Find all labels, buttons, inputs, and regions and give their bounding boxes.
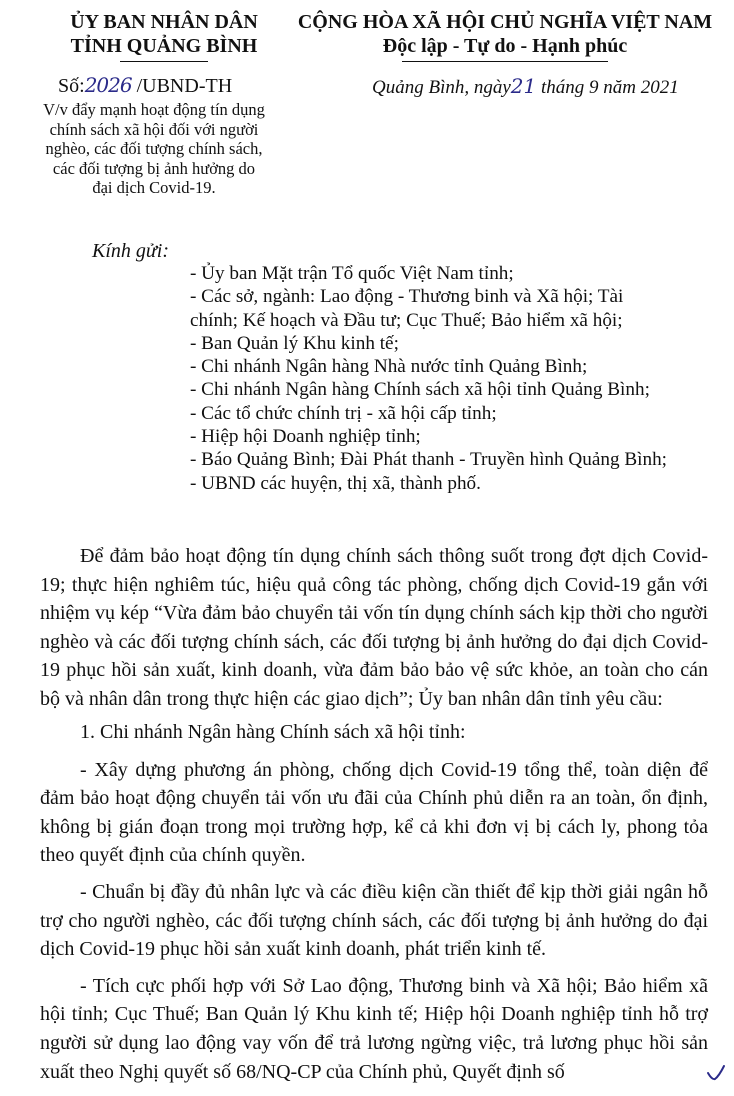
- body-item: - Xây dựng phương án phòng, chống dịch Covid-19 tổng thể, toàn diện để đảm bảo hoạt động chuyển tải vốn ưu đãi của Chính phủ diễn ra an toàn, ổn định, không bị gián đoạn trong mọi trường hợp, kể cả khi đơn vị bị cách ly, phong tỏa theo quyết định của chính quyền.: [40, 758, 708, 867]
- authority-line-2: TỈNH QUẢNG BÌNH: [70, 35, 258, 57]
- document-body: [40, 542, 708, 1086]
- subject-line: V/v đẩy mạnh hoạt động tín dụng: [43, 100, 265, 119]
- recipient-line: - Báo Quảng Bình; Đài Phát thanh - Truyền hình Quảng Bình;: [190, 449, 667, 471]
- recipients-list: [190, 262, 710, 495]
- recipient-line: - Ủy ban Mặt trận Tổ quốc Việt Nam tỉnh;: [190, 263, 514, 284]
- document-number: [58, 73, 232, 98]
- subject-line: nghèo, các đối tượng chính sách,: [45, 139, 263, 158]
- recipient-line: - Các sở, ngành: Lao động - Thương binh và Xã hội; Tài: [190, 286, 624, 308]
- national-header: [292, 10, 718, 62]
- intro-paragraph: Để đảm bảo hoạt động tín dụng chính sách thông suốt trong đợt dịch Covid-19; thực hiện nghiêm túc, hiệu quả công tác phòng, chống dịch Covid-19 gắn với nhiệm vụ kép “Vừa đảm bảo chuyển tải vốn tín dụng chính sách kịp thời cho người nghèo và các đối tượng chính sách, các đối tượng bị ảnh hưởng do đại dịch Covid-19 phục hồi sản xuất, kinh doanh, vừa đảm bảo bảo vệ sức khỏe, an toàn cho cán bộ và nhân dân trong thực hiện các giao dịch”; Ủy ban nhân dân tỉnh yêu cầu:: [40, 545, 708, 710]
- body-item: - Chuẩn bị đầy đủ nhân lực và các điều kiện cần thiết để kịp thời giải ngân hỗ trợ cho người nghèo, các đối tượng chính sách, các đối tượng bị ảnh hưởng do đại dịch Covid-19 phục hồi sản xuất kinh doanh, phát triển kinh tế.: [40, 880, 708, 961]
- recipients-label: Kính gửi:: [92, 240, 170, 262]
- national-motto: Độc lập - Tự do - Hạnh phúc: [382, 35, 628, 57]
- subject-line: các đối tượng bị ảnh hưởng do: [52, 158, 256, 178]
- recipient-line: chính; Kế hoạch và Đầu tư; Cục Thuế; Bảo hiểm xã hội;: [190, 309, 623, 331]
- subject-line: chính sách xã hội đối với người: [49, 119, 259, 139]
- date-suffix: tháng 9 năm 2021: [541, 77, 679, 98]
- number-suffix: /UBND-TH: [136, 75, 233, 97]
- motto-underline: [402, 61, 608, 62]
- recipient-line: - Các tổ chức chính trị - xã hội cấp tỉnh;: [190, 402, 497, 424]
- recipient-line: - UBND các huyện, thị xã, thành phố.: [190, 472, 481, 494]
- subject-line: đại dịch Covid-19.: [92, 178, 216, 197]
- place-date: [372, 74, 679, 99]
- number-handwritten: 2026: [84, 73, 132, 97]
- date-day-handwritten: 21: [510, 74, 537, 98]
- authority-line-1: ỦY BAN NHÂN DÂN: [70, 11, 258, 33]
- recipient-line: - Chi nhánh Ngân hàng Nhà nước tỉnh Quảng Bình;: [190, 356, 588, 378]
- checkmark-icon: [706, 1064, 726, 1082]
- number-prefix: Số:: [58, 75, 85, 97]
- recipient-line: - Ban Quản lý Khu kinh tế;: [190, 332, 399, 354]
- authority-underline: [120, 61, 208, 62]
- recipient-line: - Hiệp hội Doanh nghiệp tỉnh;: [190, 426, 421, 448]
- issuing-authority: [40, 10, 288, 62]
- recipient-line: - Chi nhánh Ngân hàng Chính sách xã hội tỉnh Quảng Bình;: [190, 379, 650, 401]
- section-heading: 1. Chi nhánh Ngân hàng Chính sách xã hội tỉnh:: [80, 720, 466, 743]
- subject-block: [20, 100, 288, 198]
- nation-name: CỘNG HÒA XÃ HỘI CHỦ NGHĨA VIỆT NAM: [297, 11, 713, 33]
- date-prefix: Quảng Bình, ngày: [372, 77, 511, 98]
- body-item: - Tích cực phối hợp với Sở Lao động, Thương binh và Xã hội; Bảo hiểm xã hội tỉnh; Cục Thuế; Ban Quản lý Khu kinh tế; Hiệp hội Doanh nghiệp tỉnh hỗ trợ người sử dụng lao động vay vốn để trả lương ngừng việc, trả lương phục hồi sản xuất theo Nghị quyết số 68/NQ-CP của Chính phủ, Quyết định số: [40, 974, 708, 1083]
